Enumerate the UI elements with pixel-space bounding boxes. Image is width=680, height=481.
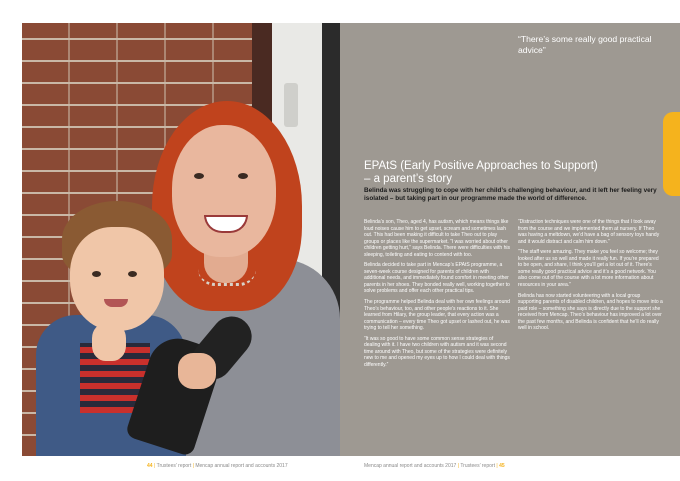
article-title-line2: – a parent’s story: [364, 173, 453, 185]
paragraph: Belinda decided to take part in Mencap’s EPAtS programme, a seven-week course designed for parents of children with additional needs, and immediately found comfort in meeting other parents in her shoes. They bonded really well, working together to solve problems and offer each other practical tips.: [364, 262, 510, 295]
photo-mother-and-son: [22, 23, 340, 456]
article-title: [364, 160, 664, 186]
boy-right-eye: [128, 271, 137, 277]
footer-section-left: Trustees’ report: [156, 463, 192, 469]
boy-left-eye: [92, 271, 101, 277]
door-handle: [284, 83, 298, 127]
article-title-line1: EPAtS (Early Positive Approaches to Support): [364, 160, 598, 172]
paragraph: “The staff were amazing. They make you feel so welcome; they looked after us so well and made it really fun. If you’re prepared to be open, and share, I think you’ll get a lot out of it. There’s some really good practical advice and it’s a good network. You also come out of the course with a lot more information about resources in your area.”: [518, 249, 659, 288]
page-number-right: 45: [499, 463, 505, 469]
paragraph: Belinda has now started volunteering with a local group supporting parents of disabled children, and hopes to move into a paid role – something she says is directly due to the support she received from Mencap. Theo’s behaviour has improved a lot over the past few months, and Belinda is confident that he’ll do really well in school.: [518, 292, 663, 332]
footer-section-right: Trustees’ report: [460, 463, 495, 469]
paragraph: “It was so good to have some common sense strategies of dealing with it. I have two children with autism and it was second time around with Theo, but some of the strategies were definitely new to me and opened my eyes up to how I could deal with things differently.”: [364, 335, 510, 368]
article-standfirst: Belinda was struggling to cope with her child’s challenging behaviour, and it left her feeling very isolated – but taking part in our programme made the world of difference.: [364, 187, 657, 203]
pull-quote: “There’s some really good practical advice”: [518, 34, 652, 55]
woman-left-eye: [194, 173, 204, 179]
paragraph: “Distraction techniques were one of the things that I took away from the course and we implemented them at nursery. If Theo was having a meltdown, we’d have a bag of sensory toys handy and it would distract and calm him down.”: [518, 219, 660, 245]
boy-hand: [92, 323, 126, 361]
footer-publication-right: Mencap annual report and accounts 2017: [364, 463, 457, 469]
boy-face: [70, 227, 164, 331]
footer-right: [364, 463, 505, 470]
woman-face: [172, 125, 276, 257]
paragraph: The programme helped Belinda deal with her own feelings around Theo’s behaviour, too, and other people’s reactions to it. She learned from Hilary, the group leader, that every action was a communication – every time Theo got upset or lashed out, he was trying to tell her something.: [364, 299, 510, 332]
footer-separator: |: [153, 463, 156, 469]
footer-separator: |: [496, 463, 498, 469]
article-column-1: [364, 219, 510, 373]
footer-separator: |: [457, 463, 459, 469]
article-column-2: [518, 219, 664, 336]
paragraph: Belinda’s son, Theo, aged 4, has autism, which means things like loud noises cause him to get upset, scream and sometimes lash out. This had been making it difficult to take Theo out to play groups or places like the supermarket. “I was worried about other children getting hurt,” says Belinda. There were difficulties with his sleeping, toileting and eating to contend with too.: [364, 219, 510, 258]
footer-left: [147, 463, 288, 470]
woman-right-eye: [238, 173, 248, 179]
footer-publication-left: Mencap annual report and accounts 2017: [195, 463, 288, 469]
page-number-left: 44: [147, 463, 153, 469]
woman-necklace: [198, 269, 256, 286]
footer-separator: |: [192, 463, 194, 469]
woman-hand: [178, 353, 216, 389]
section-tab-marker: [663, 112, 680, 196]
